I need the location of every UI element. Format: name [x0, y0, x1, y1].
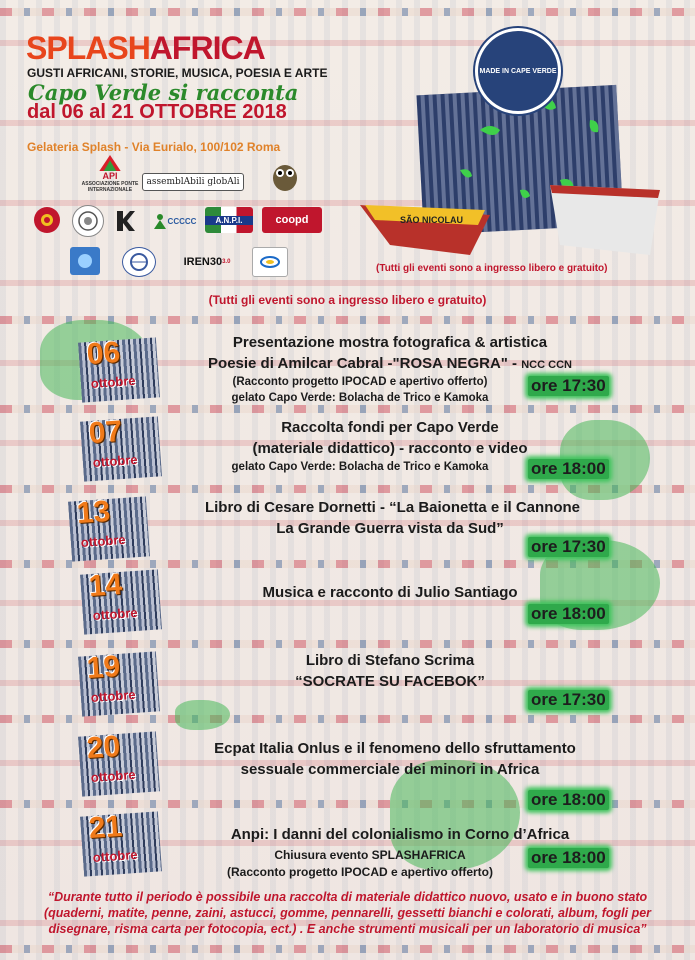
- decorative-stripe: [0, 945, 695, 953]
- event-month: ottobre: [90, 372, 137, 391]
- seal-icon: [77, 210, 99, 232]
- seal-logo: [72, 205, 104, 237]
- event-line2: (materiale didattico) - racconto e video: [252, 440, 528, 457]
- person-icon: [152, 213, 168, 229]
- event-line2: La Grande Guerra vista da Sud”: [276, 520, 504, 537]
- event-line3: (Racconto progetto IPOCAD e apertivo offerto): [232, 376, 488, 388]
- event-line2: Poesie di Amilcar Cabral -"ROSA NEGRA" - NCC CCN: [208, 355, 572, 372]
- event-day: 06: [85, 335, 122, 372]
- event-month: ottobre: [90, 686, 137, 705]
- abstract-art-icon: [75, 251, 95, 271]
- sponsor-logos: [30, 155, 340, 280]
- date-box: [68, 496, 150, 561]
- date-box: [78, 651, 160, 716]
- event-month: ottobre: [80, 531, 127, 550]
- iren-logo: IREN30 3.0: [183, 256, 231, 268]
- footer-line3: disegnare, risma carta per fotocopia, ect.) . E anche strumenti musicali per un laboratorio di musica”: [48, 922, 647, 936]
- event-day: 21: [87, 809, 124, 846]
- anpi-logo: A.N.P.I.: [205, 207, 253, 233]
- subtitle: GUSTI AFRICANI, STORIE, MUSICA, POESIA E ARTE: [27, 66, 328, 80]
- venue: Gelateria Splash - Via Eurialo, 100/102 Roma: [27, 140, 281, 154]
- event-time: ore 18:00: [528, 848, 609, 868]
- decorative-stripe: [0, 715, 695, 723]
- blue-square-logo: [70, 247, 100, 275]
- footer-line2: (quaderni, matite, penne, zaini, astucci, gomme, pennarelli, gessetti bianchi e colorati, album, fogli per: [43, 906, 652, 920]
- decorative-stripe: [0, 8, 695, 16]
- owl-logo: [266, 155, 304, 195]
- owl-icon: [270, 158, 300, 192]
- circle-mark-icon: [39, 212, 55, 228]
- event-month: ottobre: [92, 451, 139, 470]
- api-triangle-icon: [98, 155, 122, 171]
- script-title: Capo Verde si racconta: [28, 80, 299, 105]
- event-time: ore 18:00: [528, 790, 609, 810]
- free-entry-note: (Tutti gli eventi sono a ingresso libero e gratuito): [208, 293, 487, 307]
- event-day: 07: [87, 414, 124, 451]
- red-circle-logo: [34, 207, 60, 233]
- decorative-stripe: [0, 640, 695, 648]
- free-entry-note-small: (Tutti gli eventi sono a ingresso libero e gratuito): [376, 263, 608, 274]
- event-day: 20: [85, 729, 122, 766]
- event-line3: (Racconto progetto IPOCAD e apertivo offerto): [226, 865, 493, 879]
- euro-logo: CCCCC: [142, 210, 206, 232]
- event-time: ore 18:00: [528, 459, 609, 479]
- coopd-logo: coopd: [262, 207, 322, 233]
- event-line3: gelato Capo Verde: Bolacha de Trico e Kamoka: [231, 461, 489, 473]
- event-line2: sessuale commerciale dei minori in Africa: [240, 761, 540, 778]
- date-box: [80, 569, 162, 634]
- main-title: SPLASHAFRICA: [26, 30, 265, 66]
- event-month: ottobre: [92, 846, 139, 865]
- event-day: 19: [85, 649, 122, 686]
- footer-line1: “Durante tutto il periodo è possibile una raccolta di materiale didattico nuovo, usato e in buono stato: [47, 890, 648, 904]
- k-mark-icon: [114, 209, 136, 233]
- event-line2: “SOCRATE SU FACEBOK”: [295, 673, 485, 690]
- event-line1: Musica e racconto di Julio Santiago: [262, 584, 518, 601]
- assemblabili-logo: assemblAbili globAli: [142, 173, 244, 191]
- made-in-cape-verde-badge: MADE IN CAPE VERDE: [475, 28, 561, 114]
- date-box: [78, 731, 160, 796]
- swirl-logo: [252, 247, 288, 277]
- event-month: ottobre: [92, 604, 139, 623]
- api-logo: API ASSOCIAZIONE PONTE INTERNAZIONALE: [70, 155, 150, 193]
- event-line1: Libro di Stefano Scrima: [305, 652, 475, 669]
- k-logo: [112, 207, 138, 235]
- event-dates: dal 06 al 21 OTTOBRE 2018: [27, 101, 287, 123]
- decorative-stripe: [0, 405, 695, 413]
- event-line1: Libro di Cesare Dornetti - “La Baionetta e il Cannone: [204, 499, 581, 516]
- event-month: ottobre: [90, 766, 137, 785]
- event-time: ore 18:00: [528, 604, 609, 624]
- globe-icon: [129, 252, 149, 272]
- event-time: ore 17:30: [528, 376, 609, 396]
- event-time: ore 17:30: [528, 690, 609, 710]
- round-seal-logo: [122, 247, 156, 277]
- footer-note: [12, 889, 683, 937]
- event-time: ore 17:30: [528, 537, 609, 557]
- event-line1: Anpi: I danni del colonialismo in Corno d’Africa: [230, 826, 570, 843]
- event-day: 13: [75, 494, 112, 531]
- island-shape: [175, 700, 230, 730]
- event-line1: Ecpat Italia Onlus e il fenomeno dello sfruttamento: [214, 740, 576, 757]
- event-line1: Presentazione mostra fotografica & artistica: [232, 334, 548, 351]
- boat-label: SÃO NICOLAU: [400, 215, 463, 225]
- event-line2: Chiusura evento SPLASHAFRICA: [274, 848, 466, 862]
- event-line4: gelato Capo Verde: Bolacha de Trico e Kamoka: [231, 392, 489, 404]
- event-day: 14: [87, 567, 124, 604]
- event-line1: Raccolta fondi per Capo Verde: [281, 419, 499, 436]
- swirl-icon: [259, 254, 281, 270]
- date-box: [78, 337, 160, 402]
